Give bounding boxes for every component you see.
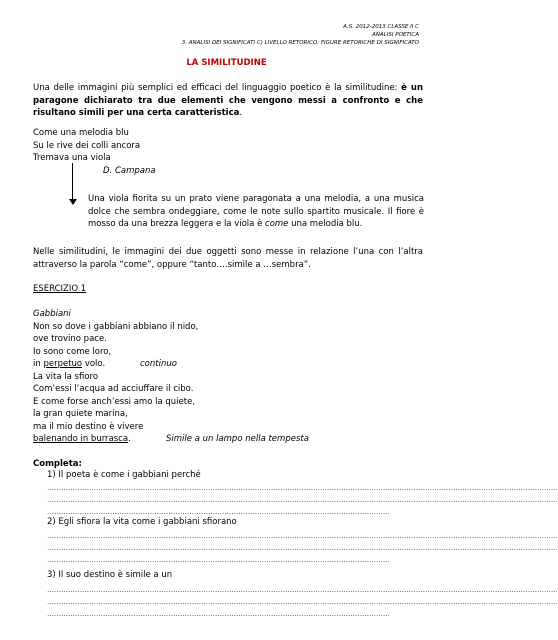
explanation-come: come (265, 219, 289, 229)
poem-last-period: . (128, 434, 131, 444)
explanation-part-a: Una viola fiorita su un prato viene paragonata a una melodia, a una musica dolce che sembra ondeggiare, come le note sullo spartito musicale. Il fiore è mosso da una brezza leggera e la viola è (88, 194, 424, 229)
poem-line-10 (33, 433, 131, 446)
example-line-3: Tremava una viola (33, 153, 111, 163)
completa-heading: Completa: (33, 459, 82, 469)
poem-line-3: Io sono come loro, (33, 346, 112, 357)
poem-line-1: Non so dove i gabbiani abbiano il nido, (33, 321, 199, 332)
answer-line[interactable]: ………………………………………………………………………………………………………………………………… (47, 508, 390, 516)
poem-line-4-volo: volo. (82, 359, 106, 369)
poem-line-9: ma il mio destino è vivere (33, 421, 144, 432)
poem-line-5: La vita la sfioro (33, 371, 99, 382)
header-line-2: ANALISI POETICA (372, 32, 419, 38)
page-title: LA SIMILITUDINE (186, 58, 267, 68)
answer-line[interactable]: ………………………………………………………………………………………………………………………………………………………………………………………………… (47, 532, 558, 540)
answer-line[interactable]: ………………………………………………………………………………………………………………………………… (47, 610, 390, 618)
arrow-line (72, 163, 73, 201)
example-explanation (88, 193, 424, 231)
example-line-2: Su le rive dei colli ancora (33, 140, 141, 151)
explanation-part-b: una melodia blu. (288, 219, 363, 229)
header-line-1: A.S. 2012-2013 CLASSE II C (343, 24, 419, 30)
poem-line-4-in: in (33, 359, 44, 369)
intro-paragraph (33, 82, 423, 120)
example-author: D. Campana (103, 165, 156, 176)
poem-line-6: Com’essi l’acqua ad acciuffare il cibo. (33, 384, 194, 394)
question-2: 2) Egli sfiora la vita come i gabbiani sfiorano (47, 517, 237, 527)
answer-line[interactable]: ………………………………………………………………………………………………………………………………………………………………………………………………… (47, 598, 558, 606)
question-1: 1) Il poeta è come i gabbiani perché (47, 470, 201, 480)
answer-line[interactable]: ………………………………………………………………………………………………………………………………………………………………………………………………… (47, 544, 558, 552)
question-3: 3) Il suo destino è simile a un (47, 570, 173, 580)
note-last-line: Simile a un lampo nella tempesta (166, 434, 309, 444)
answer-line[interactable]: ………………………………………………………………………………………………………………………………………………………………………………………………… (47, 484, 558, 492)
intro-bold: è un paragone dichiarato tra due elementi che vengono messi a confronto e che risultano simili per una certa caratteristica (33, 83, 424, 118)
poem-line-7: E come forse anch’essi amo la quiete, (33, 396, 196, 407)
answer-line[interactable]: ………………………………………………………………………………………………………………………………… (47, 556, 390, 564)
exercise-heading: ESERCIZIO 1 (33, 284, 87, 294)
poem-word-perpetuo: perpetuo (43, 359, 83, 369)
poem-title: Gabbiani (33, 309, 71, 319)
rule-paragraph: Nelle similitudini, le immagini dei due oggetti sono messe in relazione l’una con l’altra attraverso la parola “come”, oppure “tanto….simile a …sembra”. (33, 247, 423, 270)
poem-last-line: balenando in burrasca (33, 434, 129, 444)
intro-end: . (239, 108, 243, 118)
poem-line-8: la gran quiete marina, (33, 409, 128, 419)
header-line-3: 3. ANALISI DEI SIGNIFICATI C) LIVELLO RETORICO: FIGURE RETORICHE DI SIGNIFICATO (181, 40, 419, 46)
poem-line-4 (33, 358, 105, 371)
answer-line[interactable]: ………………………………………………………………………………………………………………………………………………………………………………………………… (47, 496, 558, 504)
arrow-down-icon (69, 199, 77, 205)
example-line-1: Come una melodia blu (33, 128, 129, 138)
note-continuo: continuo (140, 359, 177, 369)
intro-plain: Una delle immagini più semplici ed efficaci del linguaggio poetico è la similitudine: (33, 83, 402, 93)
poem-line-2: ove trovino pace. (33, 334, 107, 344)
answer-line[interactable]: ………………………………………………………………………………………………………………………………………………………………………………………………… (47, 586, 558, 594)
